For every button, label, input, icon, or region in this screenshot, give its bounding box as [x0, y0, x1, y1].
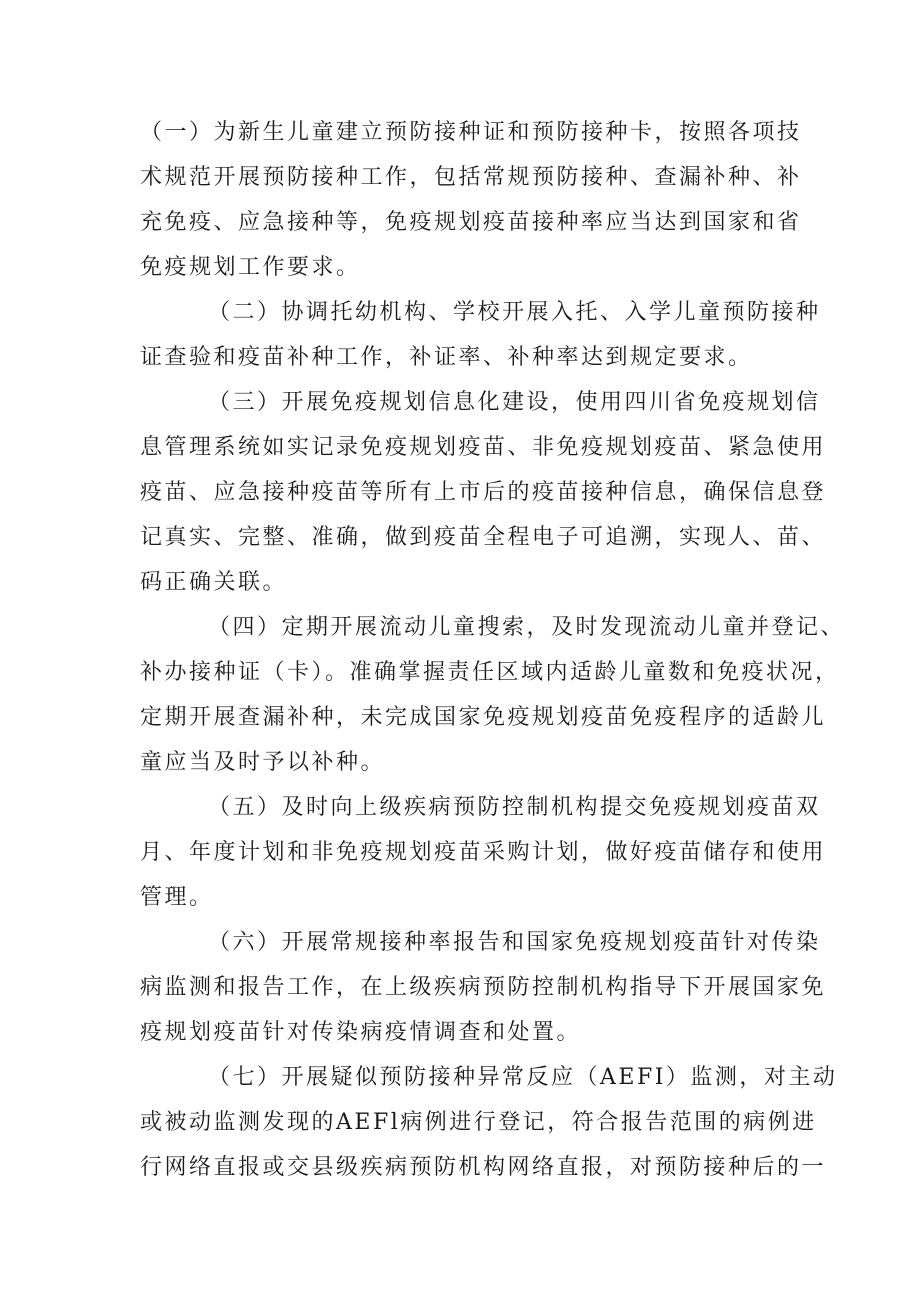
paragraph-line: （二）协调托幼机构、学校开展入托、入学儿童预防接种	[208, 300, 821, 325]
paragraph-line: 证查验和疫苗补种工作，补证率、补种率达到规定要求。	[140, 345, 753, 370]
paragraph-line: 或被动监测发现的AEFl病例进行登记，符合报告范围的病例进	[140, 1110, 817, 1135]
paragraph-line: 免疫规划工作要求。	[140, 255, 361, 280]
paragraph-line: 病监测和报告工作，在上级疾病预防控制机构指导下开展国家免	[140, 975, 827, 1000]
paragraph-line: 疫规划疫苗针对传染病疫情调查和处置。	[140, 1020, 582, 1045]
paragraph-line: （四）定期开展流动儿童搜索，及时发现流动儿童并登记、	[208, 615, 846, 640]
paragraph-line: 补办接种证（卡）。准确掌握责任区域内适龄儿童数和免疫状况，	[140, 660, 840, 685]
paragraph-line: （五）及时向上级疾病预防控制机构提交免疫规划疫苗双	[208, 795, 821, 820]
paragraph-line: 疫苗、应急接种疫苗等所有上市后的疫苗接种信息，确保信息登	[140, 480, 827, 505]
paragraph-line: 充免疫、应急接种等，免疫规划疫苗接种率应当达到国家和省	[140, 210, 802, 235]
paragraph-line: 管理。	[140, 885, 214, 910]
paragraph-line: （三）开展免疫规划信息化建设，使用四川省免疫规划信	[208, 390, 821, 415]
paragraph-line: 记真实、完整、准确，做到疫苗全程电子可追溯，实现人、苗、	[140, 525, 827, 550]
paragraph-line: 童应当及时予以补种。	[140, 750, 386, 775]
paragraph-line: 月、年度计划和非免疫规划疫苗采购计划，做好疫苗储存和使用	[140, 840, 827, 865]
paragraph-line: 息管理系统如实记录免疫规划疫苗、非免疫规划疫苗、紧急使用	[140, 435, 827, 460]
paragraph-line: （一）为新生儿童建立预防接种证和预防接种卡，按照各项技	[140, 120, 802, 145]
paragraph-line: （七）开展疑似预防接种异常反应（AEFI）监测，对主动	[208, 1065, 838, 1090]
paragraph-line: 行网络直报或交县级疾病预防机构网络直报，对预防接种后的一	[140, 1155, 827, 1180]
paragraph-line: 术规范开展预防接种工作，包括常规预防接种、查漏补种、补	[140, 165, 802, 190]
paragraph-line: 码正确关联。	[140, 570, 288, 595]
paragraph-line: 定期开展查漏补种，未完成国家免疫规划疫苗免疫程序的适龄儿	[140, 705, 827, 730]
paragraph-line: （六）开展常规接种率报告和国家免疫规划疫苗针对传染	[208, 930, 821, 955]
